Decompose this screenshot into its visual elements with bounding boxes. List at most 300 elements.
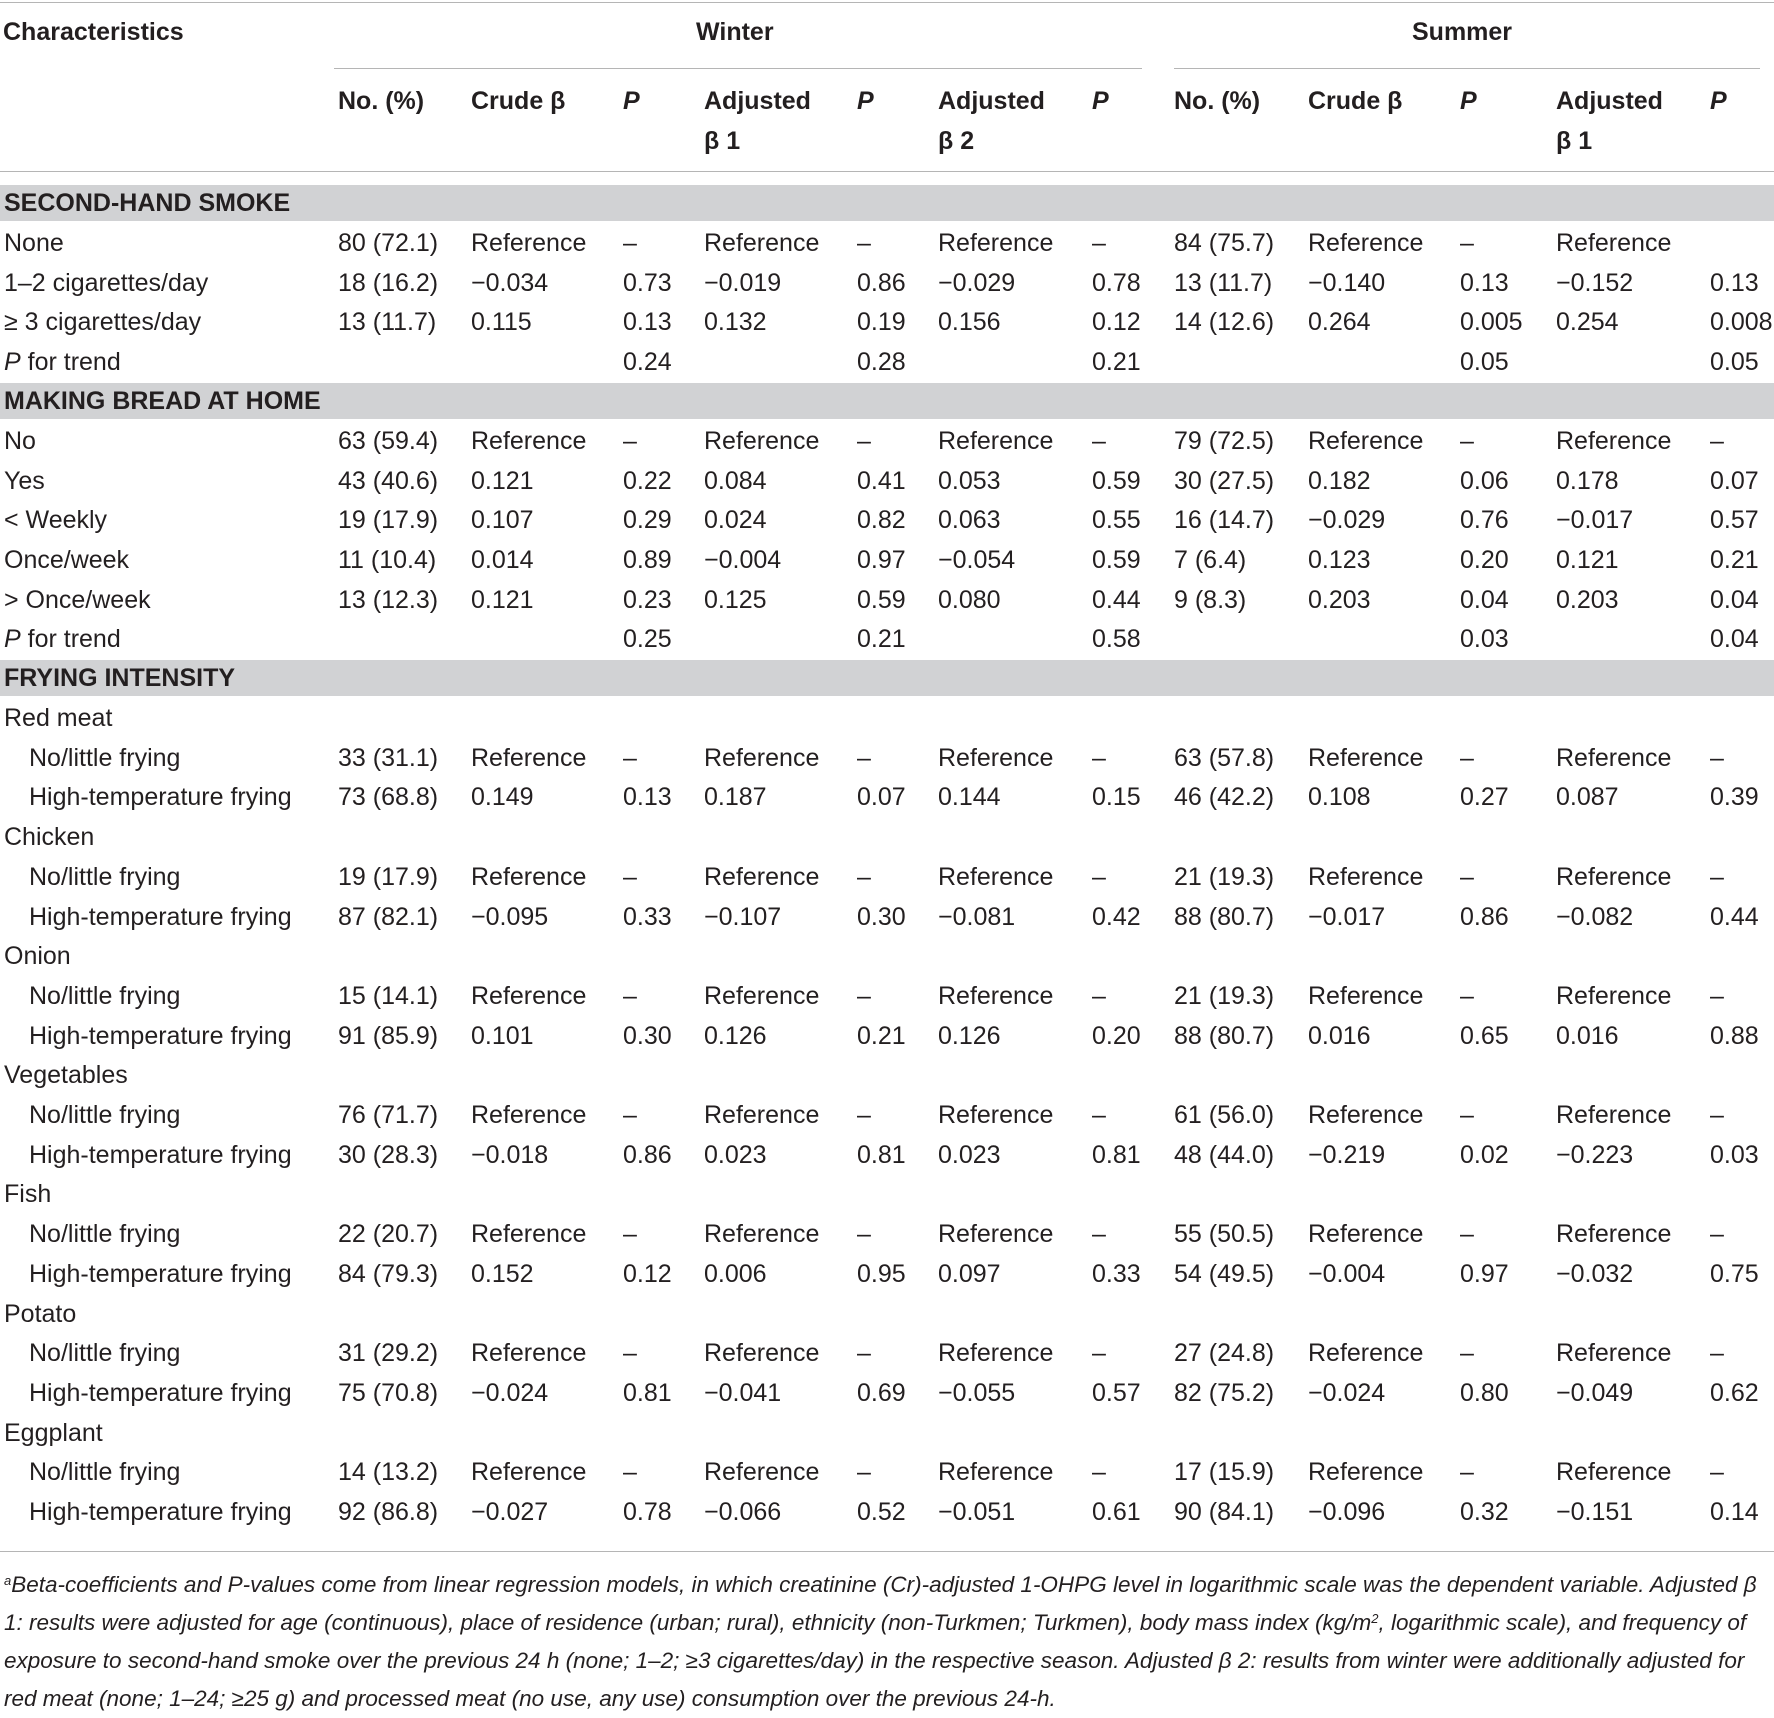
table-cell: 0.61: [1092, 1498, 1141, 1526]
table-cell: 14 (13.2): [338, 1458, 439, 1487]
row-label: [29, 1021, 292, 1051]
table-cell: 27 (24.8): [1174, 1339, 1275, 1368]
table-cell: 0.264: [1308, 308, 1371, 337]
table-cell: 0.126: [704, 1021, 767, 1050]
table-cell: 0.58: [1092, 625, 1141, 654]
footnote: [4, 1566, 1764, 1718]
table-cell: 0.86: [857, 268, 906, 297]
table-cell: Reference: [704, 743, 820, 772]
table-cell: 0.57: [1092, 1378, 1141, 1407]
table-cell: 0.97: [857, 545, 906, 574]
table-cell: 0.125: [704, 585, 767, 614]
row-label-text: No/little frying: [29, 1339, 181, 1368]
table-cell: 84 (75.7): [1174, 229, 1275, 257]
table-cell: Reference: [704, 1339, 820, 1368]
table-cell: 0.86: [623, 1140, 672, 1169]
table-cell: 80 (72.1): [338, 229, 439, 257]
table-cell: Reference: [704, 862, 820, 891]
table-cell: Reference: [1556, 981, 1672, 1010]
table-cell: Reference: [704, 1220, 820, 1249]
header-winter-p1: P: [623, 87, 640, 115]
row-label-text: Vegetables: [4, 1061, 128, 1090]
row-label-text: ≥ 3 cigarettes/day: [4, 308, 202, 337]
table-cell: –: [623, 229, 637, 257]
header-winter-p2: P: [857, 87, 874, 115]
table-cell: 0.023: [938, 1140, 1001, 1169]
row-label: [29, 1219, 180, 1249]
table-cell: 46 (42.2): [1174, 783, 1275, 812]
table-cell: Reference: [1556, 1458, 1672, 1487]
table-cell: −0.223: [1556, 1140, 1634, 1169]
row-label-text: High-temperature frying: [29, 1378, 292, 1407]
table-cell: –: [623, 862, 637, 891]
table-cell: 0.41: [857, 466, 906, 495]
table-cell: Reference: [1556, 1220, 1672, 1249]
table-cell: 0.187: [704, 783, 767, 812]
table-cell: 0.80: [1460, 1378, 1509, 1407]
table-cell: 0.149: [471, 783, 534, 812]
table-cell: 0.39: [1710, 783, 1759, 812]
table-cell: Reference: [1556, 229, 1672, 257]
table-cell: 0.097: [938, 1259, 1001, 1288]
table-bottom-rule: [0, 1551, 1774, 1552]
table-cell: 0.78: [1092, 268, 1141, 297]
row-label-text: No/little frying: [29, 1220, 181, 1249]
table-cell: 0.29: [623, 506, 672, 535]
row-label-text: No/little frying: [29, 743, 181, 772]
table-cell: 0.03: [1710, 1140, 1759, 1169]
table-cell: 0.15: [1092, 783, 1141, 812]
group-label: [4, 822, 94, 852]
header-winter-adjusted-1: Adjusted: [704, 87, 811, 115]
section-band: [0, 185, 1774, 221]
table-cell: 0.03: [1460, 625, 1509, 654]
table-cell: −0.051: [938, 1498, 1016, 1526]
table-cell: 0.04: [1460, 585, 1509, 614]
table-cell: 0.65: [1460, 1021, 1509, 1050]
table-cell: 0.115: [471, 308, 532, 337]
table-cell: −0.019: [704, 268, 782, 297]
table-cell: –: [1460, 1458, 1474, 1487]
table-cell: 0.203: [1308, 585, 1371, 614]
header-summer-p2: P: [1710, 87, 1727, 115]
row-label: [4, 624, 121, 654]
table-cell: –: [1710, 1339, 1724, 1368]
table-cell: –: [1710, 743, 1724, 772]
table-cell: –: [1092, 1339, 1106, 1368]
table-cell: 92 (86.8): [338, 1498, 439, 1526]
table-cell: 0.182: [1308, 466, 1371, 495]
table-cell: 84 (79.3): [338, 1259, 439, 1288]
row-label-text: No: [4, 426, 36, 455]
table-cell: –: [1710, 1220, 1724, 1249]
table-cell: Reference: [1556, 862, 1672, 891]
table-cell: 17 (15.9): [1174, 1458, 1275, 1487]
table-cell: −0.018: [471, 1140, 549, 1169]
table-cell: –: [1092, 1458, 1106, 1487]
top-rule: [0, 2, 1774, 3]
row-label-text: High-temperature frying: [29, 1140, 292, 1169]
table-cell: 0.88: [1710, 1021, 1759, 1050]
table-cell: 0.126: [938, 1021, 1001, 1050]
table-cell: –: [857, 981, 871, 1010]
table-cell: 0.13: [1710, 268, 1759, 297]
table-cell: 0.084: [704, 466, 767, 495]
table-cell: 0.080: [938, 585, 1001, 614]
header-summer-p1: P: [1460, 87, 1477, 115]
table-cell: –: [1092, 1220, 1106, 1249]
table-cell: −0.024: [471, 1378, 549, 1407]
table-cell: 19 (17.9): [338, 506, 439, 535]
header-summer-no-pct: No. (%): [1174, 87, 1261, 115]
table-cell: 13 (11.7): [338, 308, 437, 337]
row-label-text: High-temperature frying: [29, 1021, 292, 1050]
table-cell: 0.144: [938, 783, 1001, 812]
table-cell: 0.81: [623, 1378, 672, 1407]
table-cell: 0.30: [857, 902, 906, 931]
table-cell: 18 (16.2): [338, 268, 439, 297]
table-cell: 0.81: [857, 1140, 906, 1169]
table-cell: 0.19: [857, 308, 906, 337]
table-cell: 0.101: [471, 1021, 534, 1050]
row-label: [4, 347, 121, 377]
table-cell: 0.59: [857, 585, 906, 614]
group-label: [4, 1060, 128, 1090]
table-cell: 0.152: [471, 1259, 534, 1288]
row-label-text: High-temperature frying: [29, 783, 292, 812]
table-cell: −0.095: [471, 902, 549, 931]
table-cell: −0.082: [1556, 902, 1634, 931]
table-cell: 0.014: [471, 545, 534, 574]
table-cell: 9 (8.3): [1174, 585, 1247, 614]
table-cell: –: [1710, 1101, 1724, 1129]
row-label: [29, 862, 180, 892]
group-label: [4, 1418, 103, 1448]
table-cell: 0.59: [1092, 545, 1141, 574]
table-cell: –: [623, 743, 637, 772]
table-cell: Reference: [471, 743, 587, 772]
table-cell: 33 (31.1): [338, 743, 439, 772]
row-label: [29, 1378, 292, 1408]
table-cell: 0.30: [623, 1021, 672, 1050]
table-cell: −0.029: [938, 268, 1016, 297]
table-cell: Reference: [938, 1458, 1054, 1487]
footnote-paragraph: [4, 1566, 1764, 1718]
row-label-text: for trend: [20, 625, 121, 654]
table-cell: 0.69: [857, 1378, 906, 1407]
table-cell: 0.33: [623, 902, 672, 931]
table-cell: –: [1460, 1101, 1474, 1129]
table-cell: 0.121: [471, 466, 534, 495]
row-label: [29, 1497, 292, 1527]
table-cell: 7 (6.4): [1174, 545, 1247, 574]
row-label-text: High-temperature frying: [29, 1259, 292, 1288]
header-summer: Summer: [1412, 18, 1513, 46]
table-cell: Reference: [1556, 426, 1672, 455]
table-cell: Reference: [1556, 743, 1672, 772]
table-cell: 19 (17.9): [338, 862, 439, 891]
row-label: [29, 1338, 180, 1368]
header-summer-beta-1: β 1: [1556, 127, 1593, 155]
table-cell: 91 (85.9): [338, 1021, 439, 1050]
section-title: FRYING INTENSITY: [4, 664, 236, 692]
table-cell: 0.156: [938, 308, 1001, 337]
table-cell: Reference: [938, 426, 1054, 455]
table-cell: 0.121: [471, 585, 534, 614]
row-label-text: High-temperature frying: [29, 902, 292, 931]
table-cell: −0.054: [938, 545, 1016, 574]
row-label-italic: P: [4, 625, 21, 654]
row-label: [4, 268, 208, 298]
table-cell: –: [1092, 1101, 1106, 1129]
table-cell: 0.07: [1710, 466, 1759, 495]
table-cell: –: [1460, 862, 1474, 891]
row-label: [29, 902, 292, 932]
table-cell: –: [857, 1458, 871, 1487]
table-cell: Reference: [471, 1458, 587, 1487]
row-label-text: No/little frying: [29, 1101, 181, 1129]
table-cell: Reference: [1308, 1458, 1424, 1487]
table-cell: –: [1710, 862, 1724, 891]
header-summer-crude-beta: Crude β: [1308, 87, 1403, 115]
table-cell: 13 (11.7): [1174, 268, 1273, 297]
table-cell: 0.21: [1092, 348, 1141, 377]
table-cell: −0.034: [471, 268, 549, 297]
header-winter-p3: P: [1092, 87, 1109, 115]
table-cell: –: [857, 862, 871, 891]
table-cell: 14 (12.6): [1174, 308, 1275, 337]
table-cell: 0.97: [1460, 1259, 1509, 1288]
table-cell: 0.20: [1092, 1021, 1141, 1050]
table-cell: Reference: [938, 981, 1054, 1010]
header-summer-adjusted-1: Adjusted: [1556, 87, 1663, 115]
table-cell: 0.89: [623, 545, 672, 574]
table-cell: Reference: [1308, 1220, 1424, 1249]
table-cell: 82 (75.2): [1174, 1378, 1275, 1407]
table-cell: 0.108: [1308, 783, 1371, 812]
table-cell: –: [1092, 981, 1106, 1010]
table-cell: –: [623, 1339, 637, 1368]
table-cell: 43 (40.6): [338, 466, 439, 495]
row-label-text: Potato: [4, 1299, 77, 1328]
footnote-superscript-2: 2: [1371, 1611, 1379, 1626]
table-cell: 0.82: [857, 506, 906, 535]
table-cell: –: [623, 981, 637, 1010]
table-cell: Reference: [1556, 1339, 1672, 1368]
row-label: [29, 1259, 292, 1289]
table-cell: 0.132: [704, 308, 767, 337]
group-label: [4, 703, 112, 733]
table-cell: 73 (68.8): [338, 783, 439, 812]
table-cell: 75 (70.8): [338, 1378, 439, 1407]
table-cell: –: [1092, 229, 1106, 257]
table-cell: Reference: [704, 229, 820, 257]
table-cell: −0.152: [1556, 268, 1634, 297]
table-cell: 61 (56.0): [1174, 1101, 1275, 1129]
row-label: [4, 307, 201, 337]
table-cell: Reference: [704, 981, 820, 1010]
table-cell: 0.008: [1710, 308, 1773, 337]
table-cell: 30 (27.5): [1174, 466, 1275, 495]
table-cell: −0.032: [1556, 1259, 1634, 1288]
table-cell: 0.95: [857, 1259, 906, 1288]
table-cell: 0.178: [1556, 466, 1619, 495]
table-cell: 0.21: [1710, 545, 1759, 574]
table-cell: –: [1710, 981, 1724, 1010]
table-cell: 63 (59.4): [338, 426, 439, 455]
row-label: [4, 466, 45, 496]
row-label-text: Fish: [4, 1180, 52, 1209]
table-cell: 21 (19.3): [1174, 862, 1275, 891]
row-label-text: Chicken: [4, 823, 95, 852]
table-cell: −0.041: [704, 1378, 782, 1407]
section-band: [0, 660, 1774, 696]
group-label: [4, 941, 71, 971]
header-winter-beta-1: β 1: [704, 127, 741, 155]
table-cell: 0.254: [1556, 308, 1619, 337]
table-cell: –: [857, 1220, 871, 1249]
row-label-text: < Weekly: [4, 506, 108, 535]
table-cell: 0.203: [1556, 585, 1619, 614]
table-cell: −0.004: [1308, 1259, 1386, 1288]
header-winter: Winter: [696, 18, 774, 46]
table-cell: Reference: [1308, 981, 1424, 1010]
table-cell: −0.219: [1308, 1140, 1386, 1169]
table-cell: 0.13: [623, 783, 672, 812]
header-winter-crude-beta: Crude β: [471, 87, 566, 115]
table-cell: 0.12: [623, 1259, 672, 1288]
table-cell: 0.86: [1460, 902, 1509, 931]
table-cell: Reference: [704, 1458, 820, 1487]
row-label: [29, 1140, 292, 1170]
table-cell: 0.063: [938, 506, 1001, 535]
row-label: [4, 505, 107, 535]
table-cell: 88 (80.7): [1174, 1021, 1275, 1050]
table-cell: 0.04: [1710, 625, 1759, 654]
table-cell: Reference: [471, 1101, 587, 1129]
table-cell: 0.13: [623, 308, 672, 337]
table-cell: 0.22: [623, 466, 672, 495]
row-label-text: No/little frying: [29, 1458, 181, 1487]
table-cell: Reference: [1556, 1101, 1672, 1129]
table-cell: Reference: [1308, 743, 1424, 772]
row-label: [29, 981, 180, 1011]
table-cell: 0.006: [704, 1259, 767, 1288]
table-cell: 13 (12.3): [338, 585, 439, 614]
footnote-text-2: , logarithmic scale), and frequency of exposure to second-hand smoke over the previous 24 h (none; 1–2; ≥3 cigarettes/day) in the respective season. Adjusted β 2: results from winter were additionally adjusted for red meat (none; 1–24; ≥25 g) and processed meat (no use, any use) consumption over the previous 24-h.: [4, 1610, 1747, 1711]
table-cell: 0.20: [1460, 545, 1509, 574]
table-cell: 30 (28.3): [338, 1140, 439, 1169]
table-cell: 0.06: [1460, 466, 1509, 495]
row-label-text: Yes: [4, 466, 45, 495]
table-cell: –: [1460, 426, 1474, 455]
table-cell: 55 (50.5): [1174, 1220, 1275, 1249]
table-cell: 0.005: [1460, 308, 1523, 337]
group-label: [4, 1299, 76, 1329]
table-cell: 0.25: [623, 625, 672, 654]
table-cell: 0.42: [1092, 902, 1141, 931]
table-cell: 0.05: [1460, 348, 1509, 377]
table-cell: 0.21: [857, 1021, 906, 1050]
row-label: [29, 782, 292, 812]
row-label-text: Onion: [4, 942, 71, 971]
table-cell: 0.44: [1710, 902, 1759, 931]
table-cell: –: [857, 426, 871, 455]
row-label: [4, 545, 129, 575]
section-title: SECOND-HAND SMOKE: [4, 189, 291, 217]
table-cell: −0.049: [1556, 1378, 1634, 1407]
table-cell: 0.57: [1710, 506, 1759, 535]
table-cell: 0.053: [938, 466, 1001, 495]
table-cell: 0.121: [1556, 545, 1619, 574]
table-cell: −0.107: [704, 902, 782, 931]
section-title: MAKING BREAD AT HOME: [4, 386, 321, 415]
header-bottom-rule: [0, 171, 1774, 172]
table-cell: −0.081: [938, 902, 1016, 931]
table-cell: 0.59: [1092, 466, 1141, 495]
row-label-text: Once/week: [4, 545, 130, 574]
table-cell: 79 (72.5): [1174, 426, 1275, 455]
winter-rule: [334, 68, 1142, 69]
table-cell: 22 (20.7): [338, 1220, 439, 1249]
table-cell: 0.04: [1710, 585, 1759, 614]
group-label: [4, 1179, 51, 1209]
table-cell: 0.07: [857, 783, 906, 812]
table-cell: 0.024: [704, 506, 767, 535]
table-cell: Reference: [938, 862, 1054, 891]
table-cell: 0.087: [1556, 783, 1619, 812]
table-cell: Reference: [938, 1339, 1054, 1368]
row-label-text: > Once/week: [4, 585, 151, 614]
table-cell: 15 (14.1): [338, 981, 439, 1010]
header-winter-beta-2: β 2: [938, 127, 975, 155]
table-cell: Reference: [1308, 229, 1424, 257]
table-cell: 0.62: [1710, 1378, 1759, 1407]
row-label-text: No/little frying: [29, 862, 181, 891]
table-cell: −0.151: [1556, 1498, 1634, 1526]
table-cell: Reference: [1308, 862, 1424, 891]
row-label-text: for trend: [20, 348, 121, 377]
table-cell: 0.27: [1460, 783, 1509, 812]
summer-rule: [1174, 68, 1760, 69]
row-label: [29, 743, 180, 773]
table-cell: –: [623, 426, 637, 455]
row-label-text: Eggplant: [4, 1418, 103, 1447]
table-cell: 0.14: [1710, 1498, 1759, 1526]
table-cell: –: [857, 1339, 871, 1368]
header-characteristics: Characteristics: [3, 18, 184, 46]
row-label-text: High-temperature frying: [29, 1498, 292, 1526]
table-cell: 0.123: [1308, 545, 1371, 574]
table-cell: 0.75: [1710, 1259, 1759, 1288]
table-cell: −0.017: [1556, 506, 1634, 535]
table-cell: –: [1092, 743, 1106, 772]
table-cell: 76 (71.7): [338, 1101, 439, 1129]
table-cell: 0.81: [1092, 1140, 1141, 1169]
table-cell: 48 (44.0): [1174, 1140, 1275, 1169]
table-cell: –: [1460, 229, 1474, 257]
table-cell: Reference: [471, 862, 587, 891]
table-cell: 88 (80.7): [1174, 902, 1275, 931]
table-cell: –: [623, 1458, 637, 1487]
row-label-text: 1–2 cigarettes/day: [4, 268, 209, 297]
table-cell: Reference: [1308, 1339, 1424, 1368]
table-cell: Reference: [938, 1101, 1054, 1129]
table-cell: 0.016: [1308, 1021, 1371, 1050]
table-cell: 0.016: [1556, 1021, 1619, 1050]
table-cell: −0.004: [704, 545, 782, 574]
table-cell: Reference: [938, 1220, 1054, 1249]
